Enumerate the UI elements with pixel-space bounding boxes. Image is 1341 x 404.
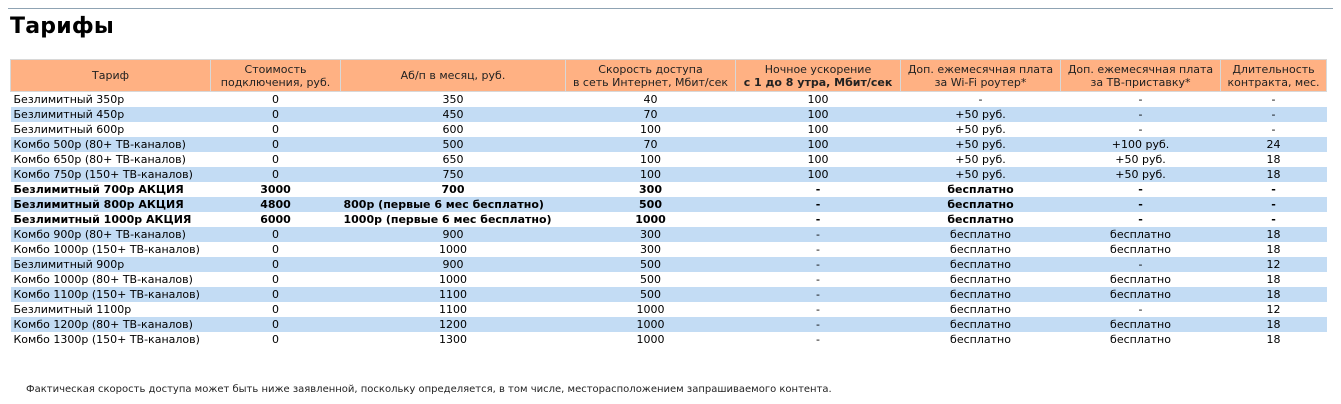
cell-connection: 0	[211, 137, 341, 152]
header-tv-line1: Доп. ежемесячная плата	[1067, 62, 1214, 76]
top-divider	[8, 8, 1333, 9]
cell-contract: 18	[1221, 167, 1327, 182]
cell-speed: 1000	[635, 212, 666, 226]
cell-wifi: -	[978, 92, 983, 106]
header-speed-line1: Скорость доступа	[598, 62, 703, 76]
tariffs-table	[10, 59, 1327, 347]
cell-tv: -	[1061, 197, 1221, 212]
page-title: Тарифы	[10, 14, 114, 39]
cell-monthly: 350	[442, 92, 464, 106]
table-row	[11, 137, 1327, 152]
speed-footnote: Фактическая скорость доступа может быть ниже заявленной, поскольку определяется, в том числе, месторасположением запрашиваемого контента.	[26, 384, 832, 395]
table-row	[11, 302, 1327, 317]
cell-night: -	[736, 317, 901, 332]
cell-speed: 500	[566, 257, 736, 272]
cell-name: Комбо 1000р (150+ ТВ-каналов)	[13, 242, 200, 256]
header-tv	[1061, 60, 1221, 92]
header-speed	[566, 60, 736, 92]
cell-monthly: 1300	[439, 332, 467, 346]
cell-connection: 0	[211, 257, 341, 272]
cell-connection: 0	[211, 317, 341, 332]
cell-connection: 0	[272, 92, 279, 106]
cell-connection: 0	[211, 287, 341, 302]
cell-tv: -	[1138, 122, 1143, 136]
cell-connection: 6000	[260, 212, 291, 226]
cell-night: 100	[807, 122, 829, 136]
cell-contract: -	[1221, 197, 1327, 212]
header-connection-line2: подключения, руб.	[220, 75, 331, 89]
cell-name: Комбо 750р (150+ ТВ-каналов)	[11, 167, 211, 182]
cell-night: 100	[807, 92, 829, 106]
cell-wifi: бесплатно	[950, 302, 1011, 316]
cell-contract: 18	[1221, 287, 1327, 302]
table-row	[11, 92, 1327, 108]
cell-night: -	[816, 272, 820, 286]
table-row	[11, 152, 1327, 167]
header-tariff: Тариф	[11, 60, 211, 92]
cell-name: Комбо 1100р (150+ ТВ-каналов)	[11, 287, 211, 302]
cell-night: 100	[807, 152, 829, 166]
cell-tv: +50 руб.	[1061, 167, 1221, 182]
header-tv-line2: за ТВ-приставку*	[1090, 75, 1191, 89]
cell-wifi: бесплатно	[901, 257, 1061, 272]
cell-speed: 100	[566, 167, 736, 182]
cell-wifi: бесплатно	[901, 227, 1061, 242]
cell-name: Комбо 1200р (80+ ТВ-каналов)	[11, 317, 211, 332]
cell-contract: 18	[1266, 272, 1281, 286]
header-connection	[211, 60, 341, 92]
table-header-row	[11, 60, 1327, 92]
cell-night: -	[736, 197, 901, 212]
cell-wifi: +50 руб.	[901, 167, 1061, 182]
cell-speed: 500	[566, 197, 736, 212]
cell-tv: -	[1138, 182, 1143, 196]
cell-connection: 0	[272, 122, 279, 136]
table-row	[11, 122, 1327, 137]
cell-night: -	[736, 287, 901, 302]
table-row	[11, 107, 1327, 122]
cell-wifi: бесплатно	[947, 212, 1014, 226]
cell-wifi: бесплатно	[947, 182, 1014, 196]
cell-tv: +100 руб.	[1061, 137, 1221, 152]
cell-contract: 18	[1266, 242, 1281, 256]
cell-contract: 24	[1221, 137, 1327, 152]
cell-wifi: +50 руб.	[901, 137, 1061, 152]
cell-contract: 18	[1221, 227, 1327, 242]
header-wifi-line1: Доп. ежемесячная плата	[907, 62, 1054, 76]
cell-contract: 18	[1266, 152, 1281, 166]
cell-night: -	[816, 332, 820, 346]
cell-contract: 18	[1221, 317, 1327, 332]
header-contract	[1221, 60, 1327, 92]
cell-monthly: 1000	[439, 272, 467, 286]
cell-name: Безлимитный 1000р АКЦИЯ	[13, 212, 192, 226]
table-row	[11, 212, 1327, 227]
cell-connection: 3000	[260, 182, 291, 196]
cell-connection: 0	[272, 242, 279, 256]
cell-speed: 70	[566, 107, 736, 122]
cell-connection: 0	[272, 272, 279, 286]
cell-night: -	[816, 242, 820, 256]
cell-tv: бесплатно	[1061, 227, 1221, 242]
table-row	[11, 272, 1327, 287]
header-monthly: Аб/п в месяц, руб.	[341, 60, 566, 92]
header-night-line1: Ночное ускорение	[764, 62, 872, 76]
cell-night: 100	[736, 107, 901, 122]
cell-wifi: бесплатно	[950, 242, 1011, 256]
cell-monthly: 650	[442, 152, 464, 166]
table-body	[11, 92, 1327, 348]
cell-night: -	[736, 227, 901, 242]
cell-monthly: 800р (первые 6 мес бесплатно)	[341, 197, 566, 212]
cell-contract: -	[1271, 122, 1276, 136]
cell-connection: 0	[211, 227, 341, 242]
cell-tv: бесплатно	[1110, 272, 1171, 286]
cell-wifi: бесплатно	[950, 272, 1011, 286]
cell-name: Комбо 1300р (150+ ТВ-каналов)	[13, 332, 200, 346]
cell-monthly: 750	[341, 167, 566, 182]
cell-contract: 12	[1221, 257, 1327, 272]
cell-contract: 12	[1266, 302, 1281, 316]
cell-monthly: 1100	[439, 302, 467, 316]
cell-tv: бесплатно	[1110, 332, 1171, 346]
cell-tv: -	[1138, 212, 1143, 226]
cell-contract: -	[1271, 92, 1276, 106]
header-connection-line1: Стоимость	[244, 62, 307, 76]
cell-monthly: 500	[341, 137, 566, 152]
header-night	[736, 60, 901, 92]
table-row	[11, 287, 1327, 302]
cell-contract: -	[1221, 107, 1327, 122]
table-row	[11, 227, 1327, 242]
cell-monthly: 1100	[341, 287, 566, 302]
table-row	[11, 182, 1327, 197]
cell-connection: 4800	[211, 197, 341, 212]
cell-monthly: 700	[441, 182, 465, 196]
header-night-line2: с 1 до 8 утра, Мбит/сек	[743, 75, 893, 89]
cell-name: Безлимитный 600р	[13, 122, 125, 136]
cell-contract: -	[1271, 212, 1276, 226]
cell-tv: -	[1138, 302, 1143, 316]
cell-name: Безлимитный 800р АКЦИЯ	[11, 197, 211, 212]
cell-wifi: бесплатно	[901, 317, 1061, 332]
cell-connection: 0	[211, 167, 341, 182]
cell-name: Комбо 1000р (80+ ТВ-каналов)	[13, 272, 193, 286]
header-contract-line2: контракта, мес.	[1227, 75, 1320, 89]
cell-speed: 1000	[636, 302, 665, 316]
cell-speed: 500	[566, 287, 736, 302]
cell-tv: -	[1138, 92, 1143, 106]
cell-connection: 0	[272, 152, 279, 166]
cell-name: Безлимитный 450р	[11, 107, 211, 122]
tariffs-table-container	[10, 59, 1326, 347]
cell-wifi: +50 руб.	[901, 107, 1061, 122]
cell-speed: 70	[566, 137, 736, 152]
cell-monthly: 900	[341, 257, 566, 272]
cell-night: -	[815, 212, 821, 226]
table-row	[11, 317, 1327, 332]
table-row	[11, 257, 1327, 272]
cell-night: 100	[736, 137, 901, 152]
cell-name: Безлимитный 700р АКЦИЯ	[13, 182, 184, 196]
cell-tv: +50 руб.	[1115, 152, 1166, 166]
header-contract-line1: Длительность	[1232, 62, 1315, 76]
cell-speed: 300	[566, 227, 736, 242]
table-row	[11, 167, 1327, 182]
cell-tv: бесплатно	[1061, 287, 1221, 302]
cell-tv: бесплатно	[1110, 242, 1171, 256]
cell-monthly: 1000	[439, 242, 467, 256]
cell-wifi: +50 руб.	[955, 152, 1006, 166]
cell-tv: -	[1061, 257, 1221, 272]
header-speed-line2: в сеть Интернет, Мбит/сек	[572, 75, 729, 89]
cell-wifi: бесплатно	[901, 287, 1061, 302]
cell-night: -	[815, 182, 821, 196]
cell-wifi: бесплатно	[950, 332, 1011, 346]
cell-contract: -	[1271, 182, 1276, 196]
cell-name: Безлимитный 1100р	[13, 302, 132, 316]
cell-speed: 1000	[566, 317, 736, 332]
table-row	[11, 332, 1327, 347]
cell-contract: 18	[1266, 332, 1281, 346]
cell-name: Безлимитный 900р	[11, 257, 211, 272]
cell-name: Комбо 900р (80+ ТВ-каналов)	[11, 227, 211, 242]
cell-speed: 100	[640, 152, 661, 166]
cell-connection: 0	[272, 302, 279, 316]
cell-wifi: бесплатно	[901, 197, 1061, 212]
cell-monthly: 600	[442, 122, 464, 136]
cell-name: Комбо 500р (80+ ТВ-каналов)	[11, 137, 211, 152]
cell-speed: 500	[640, 272, 661, 286]
header-wifi-line2: за Wi-Fi роутер*	[934, 75, 1027, 89]
cell-speed: 1000	[636, 332, 665, 346]
cell-night: -	[816, 302, 820, 316]
cell-name: Безлимитный 350р	[13, 92, 125, 106]
header-wifi	[901, 60, 1061, 92]
table-row	[11, 242, 1327, 257]
cell-monthly: 1000р (первые 6 мес бесплатно)	[343, 212, 552, 226]
cell-speed: 300	[639, 182, 662, 196]
cell-tv: -	[1061, 107, 1221, 122]
cell-night: -	[736, 257, 901, 272]
cell-speed: 300	[640, 242, 661, 256]
cell-monthly: 1200	[341, 317, 566, 332]
cell-connection: 0	[272, 332, 279, 346]
cell-speed: 100	[640, 122, 661, 136]
cell-night: 100	[736, 167, 901, 182]
cell-wifi: +50 руб.	[955, 122, 1006, 136]
table-row	[11, 197, 1327, 212]
cell-name: Комбо 650р (80+ ТВ-каналов)	[13, 152, 186, 166]
cell-monthly: 450	[341, 107, 566, 122]
cell-monthly: 900	[341, 227, 566, 242]
cell-connection: 0	[211, 107, 341, 122]
cell-speed: 40	[643, 92, 658, 106]
cell-tv: бесплатно	[1061, 317, 1221, 332]
